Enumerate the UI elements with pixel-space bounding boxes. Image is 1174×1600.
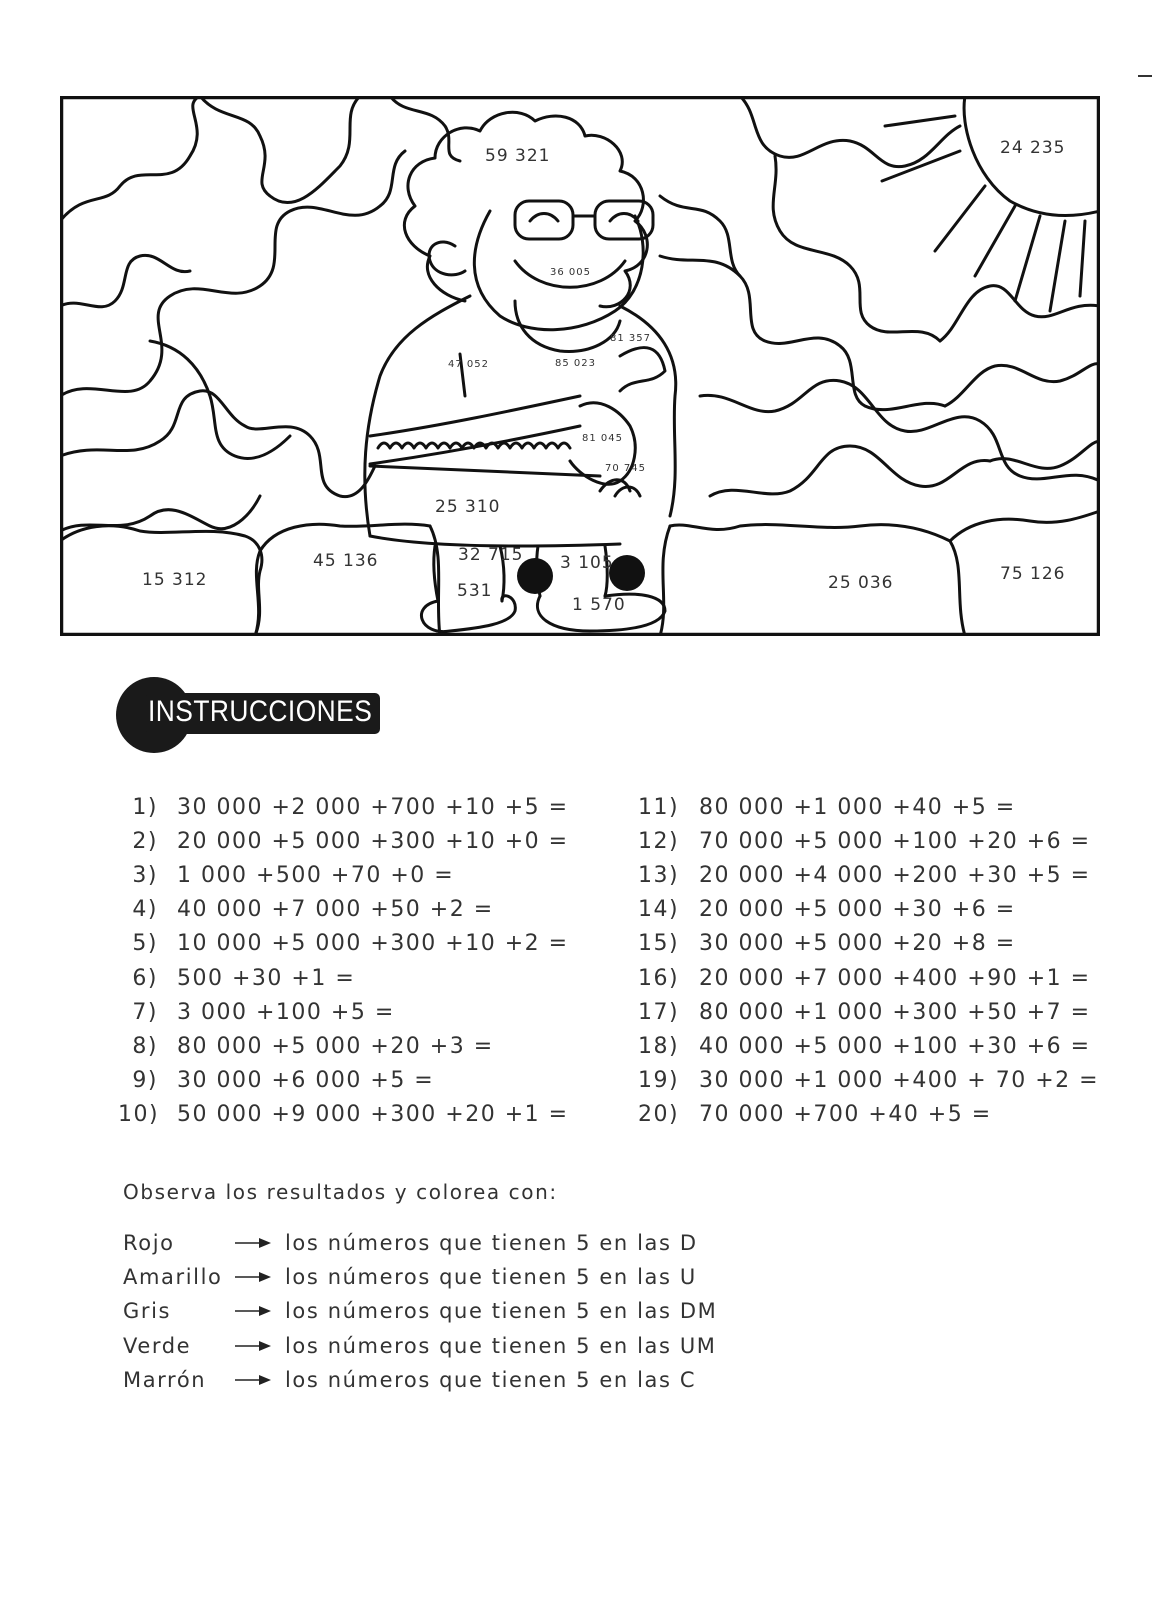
bg-region-line: [200, 96, 360, 203]
exercise-row: [118, 824, 569, 858]
glasses-left: [515, 201, 573, 239]
exercise-expression: 20 000 +5 000 +300 +10 +0 =: [177, 828, 569, 854]
region-bush-right: 75 126: [1000, 564, 1066, 584]
exercise-number: 5): [132, 931, 158, 957]
bg-region-line: [390, 96, 460, 161]
region-shoe-right: 1 570: [572, 595, 626, 615]
bush-center-right-outline: [670, 525, 965, 636]
exercise-expression: 1 000 +500 +70 +0 =: [177, 862, 455, 888]
observe-instruction: Observa los resultados y colorea con:: [123, 1180, 558, 1204]
exercise-row: [638, 790, 1099, 824]
exercise-row: [638, 893, 1099, 927]
region-collar: 81 357: [610, 333, 651, 344]
region-bush-center-left: 45 136: [313, 551, 379, 571]
exercise-row: [118, 927, 569, 961]
legend-row: [123, 1329, 717, 1363]
arrow-right-icon: [233, 1303, 273, 1319]
exercise-expression: 3 000 +100 +5 =: [177, 999, 395, 1025]
region-leg-right: 3 105: [560, 553, 614, 573]
bg-region-line: [60, 496, 260, 531]
exercise-expression: 30 000 +5 000 +20 +8 =: [699, 931, 1016, 957]
bg-region-line: [940, 286, 1100, 341]
exercises-left-column: [118, 790, 569, 1132]
exercise-row: [638, 1029, 1099, 1063]
exercise-expression: 30 000 +2 000 +700 +10 +5 =: [177, 794, 569, 820]
exercise-number: 9): [132, 1068, 158, 1094]
exercise-expression: 70 000 +700 +40 +5 =: [699, 1102, 992, 1128]
legend-row: [123, 1226, 717, 1260]
exercise-expression: 30 000 +6 000 +5 =: [177, 1068, 435, 1094]
exercise-expression: 70 000 +5 000 +100 +20 +6 =: [699, 828, 1091, 854]
sun-ray: [1050, 221, 1065, 311]
bg-region-line: [945, 364, 1100, 406]
exercise-row: [118, 893, 569, 927]
exercise-expression: 40 000 +7 000 +50 +2 =: [177, 897, 494, 923]
sash-top: [370, 396, 580, 436]
bg-region-line: [60, 391, 375, 497]
legend-rule: los números que tienen 5 en las D: [285, 1231, 698, 1256]
bg-region-line: [740, 96, 960, 167]
exercise-expression: 20 000 +7 000 +400 +90 +1 =: [699, 965, 1091, 991]
exercise-number: 4): [132, 897, 158, 923]
legend-color: Amarillo: [123, 1265, 223, 1290]
shoe-bump-right: [609, 555, 645, 591]
sash-frill: [378, 443, 570, 448]
bg-region-line: [700, 380, 1100, 481]
exercise-number: 15): [638, 931, 680, 957]
region-fingers: 70 745: [605, 463, 646, 474]
eye-left: [530, 214, 558, 222]
arrow-right-icon: [233, 1235, 273, 1251]
exercise-expression: 10 000 +5 000 +300 +10 +2 =: [177, 931, 569, 957]
region-leg-left: 32 715: [458, 545, 524, 565]
exercise-number: 17): [638, 999, 680, 1025]
sun-ray: [1080, 221, 1085, 296]
region-sleeve: 47 052: [448, 359, 489, 370]
region-bush-left: 15 312: [142, 570, 208, 590]
exercise-number: 19): [638, 1068, 680, 1094]
bush-right-outline: [950, 511, 1100, 541]
exercise-number: 10): [118, 1102, 160, 1128]
waist-line: [370, 466, 600, 476]
exercise-row: [118, 995, 569, 1029]
color-legend: [123, 1226, 717, 1397]
instructions-title: INSTRUCCIONES: [148, 695, 373, 728]
sun-ray: [1015, 216, 1040, 301]
exercise-expression: 80 000 +1 000 +300 +50 +7 =: [699, 999, 1091, 1025]
arrow-right-icon: [233, 1372, 273, 1388]
legend-color: Gris: [123, 1299, 172, 1324]
bush-center-right-edge: [660, 526, 670, 636]
arrow-right-icon: [233, 1269, 273, 1285]
exercise-number: 7): [132, 999, 158, 1025]
collar: [515, 301, 620, 351]
finger: [600, 480, 630, 491]
bg-region-line: [773, 156, 940, 341]
legend-row: [123, 1363, 717, 1397]
exercise-expression: 80 000 +5 000 +20 +3 =: [177, 1033, 494, 1059]
ear-left: [429, 242, 465, 275]
coloring-picture: [60, 96, 1100, 636]
exercise-number: 11): [638, 794, 680, 820]
region-scarf: 85 023: [555, 358, 596, 369]
coloring-picture-svg: [60, 96, 1100, 636]
exercise-expression: 50 000 +9 000 +300 +20 +1 =: [177, 1102, 569, 1128]
exercise-row: [118, 1064, 569, 1098]
legend-rule: los números que tienen 5 en las UM: [285, 1333, 717, 1358]
legend-rule: los números que tienen 5 en las U: [285, 1265, 697, 1290]
exercise-number: 20): [638, 1102, 680, 1128]
exercise-expression: 20 000 +4 000 +200 +30 +5 =: [699, 862, 1091, 888]
arrow-right-icon: [233, 1338, 273, 1354]
exercise-expression: 500 +30 +1 =: [177, 965, 356, 991]
sun-ray: [975, 206, 1015, 276]
bg-region-line: [60, 96, 200, 221]
legend-color: Marrón: [123, 1367, 207, 1392]
exercise-expression: 40 000 +5 000 +100 +30 +6 =: [699, 1033, 1091, 1059]
sun-ray: [935, 186, 985, 251]
exercise-expression: 80 000 +1 000 +40 +5 =: [699, 794, 1016, 820]
bg-region-line: [710, 446, 990, 496]
exercise-expression: 20 000 +5 000 +30 +6 =: [699, 897, 1016, 923]
shoe-left: [421, 596, 515, 632]
exercise-number: 6): [132, 965, 158, 991]
region-sun: 24 235: [1000, 138, 1066, 158]
exercise-number: 18): [638, 1033, 680, 1059]
exercise-number: 3): [132, 862, 158, 888]
sun-ray: [885, 116, 955, 126]
exercise-row: [638, 824, 1099, 858]
exercise-row: [118, 790, 569, 824]
legend-color: Verde: [123, 1333, 192, 1358]
exercise-number: 8): [132, 1033, 158, 1059]
legend-color: Rojo: [123, 1231, 175, 1256]
exercise-number: 16): [638, 965, 680, 991]
exercise-expression: 30 000 +1 000 +400 + 70 +2 =: [699, 1068, 1100, 1094]
region-hair: 59 321: [485, 146, 551, 166]
exercise-row: [638, 927, 1099, 961]
legend-row: [123, 1294, 717, 1328]
bg-region-line: [660, 196, 740, 276]
exercise-row: [638, 1098, 1099, 1132]
legend-row: [123, 1260, 717, 1294]
region-face: 36 005: [550, 267, 591, 278]
exercise-row: [118, 1098, 569, 1132]
bg-region-line: [60, 255, 190, 306]
exercise-row: [118, 961, 569, 995]
region-shoe-left: 531: [457, 581, 493, 601]
exercise-row: [638, 1064, 1099, 1098]
exercise-row: [638, 961, 1099, 995]
region-bush-center-right: 25 036: [828, 573, 894, 593]
corner-mark: [1138, 75, 1152, 77]
exercise-row: [118, 858, 569, 892]
bg-region-line: [60, 151, 405, 396]
exercise-number: 2): [132, 828, 158, 854]
exercise-row: [638, 858, 1099, 892]
hair-outline: [404, 112, 647, 306]
exercise-number: 14): [638, 897, 680, 923]
exercise-row: [118, 1029, 569, 1063]
legend-rule: los números que tienen 5 en las C: [285, 1367, 697, 1392]
exercises-right-column: [638, 790, 1099, 1132]
exercise-number: 12): [638, 828, 680, 854]
region-skirt: 25 310: [435, 497, 501, 517]
region-hand: 81 045: [582, 433, 623, 444]
exercise-number: 13): [638, 862, 680, 888]
sleeve: [620, 348, 665, 391]
finger: [615, 487, 640, 496]
eye-right: [610, 214, 638, 222]
exercise-number: 1): [132, 794, 158, 820]
legend-rule: los números que tienen 5 en las DM: [285, 1299, 718, 1324]
exercise-row: [638, 995, 1099, 1029]
